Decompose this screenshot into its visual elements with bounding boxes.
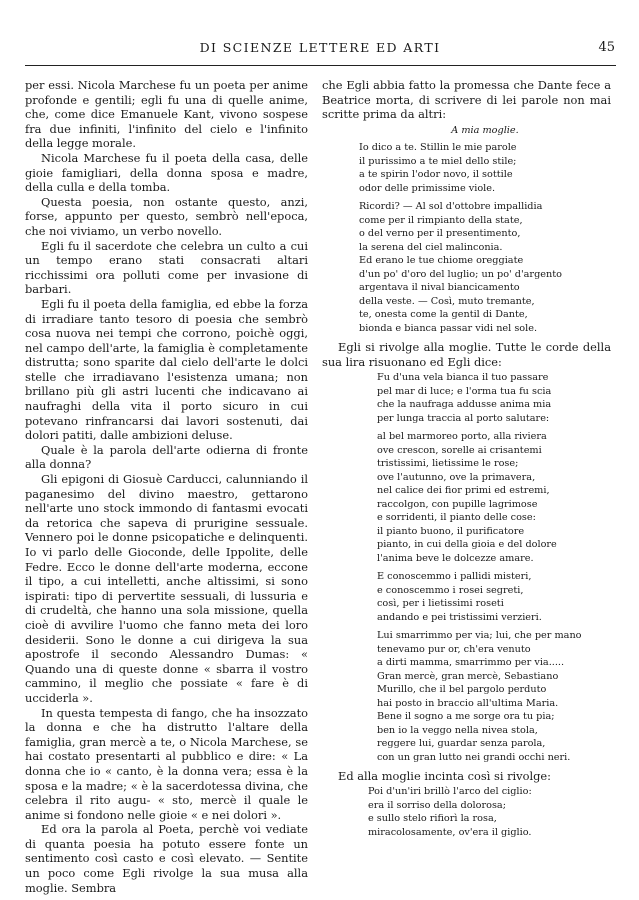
verse-line: o del verno per il presentimento, <box>359 228 521 240</box>
verse-line: Bene il sogno a me sorge ora tu pia; <box>377 711 555 723</box>
verse-line: il purissimo a te miel dello stile; <box>359 155 517 167</box>
verse-line: hai posto in braccio all'ultima Maria. <box>377 697 559 709</box>
poem-a-mia-moglie <box>322 124 611 336</box>
verse-line: Fu d'una vela bianca il tuo passare <box>377 372 549 384</box>
verse-line: l'anima beve le dolcezze amare. <box>377 552 534 564</box>
paragraph: Quale è la parola dell'arte odierna di fronte alla donna? <box>25 442 308 472</box>
verse-line: Gran mercè, gran mercè, Sebastiano <box>377 670 559 682</box>
paragraph: Ed ora la parola al Poeta, perchè voi vediate di quanta poesia ha potuto essere fonte un sentimento così casto e così elevato. — Sentite un poco come Egli rivolge la sua musa alla moglie. Sembra <box>25 822 308 895</box>
verse-line: ove l'autunno, ove la primavera, <box>377 471 536 483</box>
verse-line: e sullo stelo rifiorì la rosa, <box>368 813 497 825</box>
stanza <box>377 629 611 764</box>
verse-line: nel calice dei fior primi ed estremi, <box>377 485 550 497</box>
stanza <box>368 785 611 839</box>
right-column <box>322 78 611 844</box>
verse-line: Io dico a te. Stillin le mie parole <box>359 142 517 154</box>
verse-line: Lui smarrimmo per via; lui, che per mano <box>377 630 582 642</box>
verse-line: e sorridenti, il pianto delle cose: <box>377 512 536 524</box>
page-number: 45 <box>598 40 615 55</box>
verse-line: che la naufraga addusse anima mia <box>377 399 552 411</box>
paragraph: Ed alla moglie incinta così si rivolge: <box>338 769 551 784</box>
paragraph: In questa tempesta di fango, che ha insozzato la donna e che ha distrutto l'altare della famiglia, gran mercè a te, o Nicola Marchese, se hai costato presentarti al pubblico e dire: « La donna che io « canto, è la donna vera; essa è la sposa e la madre; « è la sacerdotessa divina, che celebra il rito augu- « sto, mercè il quale le anime si fondono nelle gioie « e nei dolori ». <box>25 705 308 822</box>
verse-line: a dirti mamma, smarrimmo per via..... <box>377 657 565 669</box>
paragraph: Nicola Marchese fu il poeta della casa, delle gioie famigliari, della donna sposa e madre, della culla e della tomba. <box>25 150 308 195</box>
poem-vela-bianca <box>322 371 611 764</box>
paragraph: Questa poesia, non ostante questo, anzi, forse, appunto per questo, sembrò nell'epoca, che noi viviamo, un verbo novello. <box>25 194 308 238</box>
verse-line: tristissimi, lietissime le rose; <box>377 458 519 470</box>
verse-line: era il sorriso della dolorosa; <box>368 799 506 811</box>
verse-line: ove crescon, sorelle ai crisantemi <box>377 444 542 456</box>
header-rule <box>25 65 616 66</box>
running-title: DI SCIENZE LETTERE ED ARTI <box>199 40 441 55</box>
verse-line: pel mar di luce; e l'orma tua fu scia <box>377 385 552 397</box>
verse-line: il pianto buono, il purificatore <box>377 525 525 537</box>
verse-line: la serena del ciel malinconia. <box>359 241 503 253</box>
paragraph: Gli epigoni di Giosuè Carducci, calunniando il paganesimo del divino maestro, gettarono nell'arte uno stock immondo di fantasmi evocati da retorica che sapeva di prurigine sessuale. Vennero poi le donne psicopatiche e delinquenti. Io vi parlo delle Gioconde, delle Ippolite, delle Fedre. Ecco le donne dell'arte moderna, eccone il tipo, a cui intelletti, anche altissimi, si sono ispirati: tipo di pervertite sessuali, di lussuria e di crudeltà, che hanno una sola missione, quella cioè di avvilire l'uomo che fanno meta dei loro desiderii. Sono le donne a cui dirigeva la sua apostrofe il secondo Alessandro Dumas: « Quando una di queste donne « sbarra il vostro cammino, il meglio che possiate « fare è di ucciderla ». <box>25 472 308 705</box>
paragraph: Egli si rivolge alla moglie. Tutte le corde della sua lira risuonano ed Egli dice: <box>322 340 611 369</box>
stanza <box>377 570 611 624</box>
verse-line: ben io la veggo nella nivea stola, <box>377 724 538 736</box>
verse-line: con un gran lutto nei grandi occhi neri. <box>377 751 571 763</box>
running-header <box>25 40 615 60</box>
verse-line: E conoscemmo i pallidi misteri, <box>377 571 532 583</box>
verse-line: tenevamo pur or, ch'era venuto <box>377 643 531 655</box>
verse-line: Ricordi? — Al sol d'ottobre impallidia <box>359 201 543 213</box>
paragraph: Egli fu il sacerdote che celebra un culto a cui un tempo erano stati consacrati altari ricchissimi ora polluti come per invasione di barbari. <box>25 238 308 297</box>
verse-line: così, per i lietissimi roseti <box>377 598 504 610</box>
verse-line: reggere lui, guardar senza parola, <box>377 738 546 750</box>
verse-line: pianto, in cui della gioia e del dolore <box>377 539 557 551</box>
verse-line: bionda e bianca passar vidi nel sole. <box>359 322 538 334</box>
stanza <box>377 430 611 565</box>
verse-line: raccolgon, con pupille lagrimose <box>377 498 538 510</box>
stanza <box>359 200 611 335</box>
verse-line: Murillo, che il bel pargolo perduto <box>377 684 547 696</box>
verse-line: per lunga traccia al porto salutare: <box>377 412 550 424</box>
paragraph: che Egli abbia fatto la promessa che Dante fece a Beatrice morta, di scrivere di lei parole non mai scritte prima da altri: <box>322 78 611 122</box>
stanza <box>359 141 611 195</box>
verse-line: miracolosamente, ov'era il giglio. <box>368 826 532 838</box>
stanza <box>377 371 611 425</box>
verse-line: come per il rimpianto della state, <box>359 214 523 226</box>
verse-line: odor delle primissime viole. <box>359 182 496 194</box>
poem-title: A mia moglie. <box>451 124 519 136</box>
verse-line: andando e pei tristissimi verzieri. <box>377 611 542 623</box>
verse-line: al bel marmoreo porto, alla riviera <box>377 431 547 443</box>
poem-incinta <box>322 785 611 839</box>
left-column <box>25 78 308 895</box>
verse-line: Ed erano le tue chiome oreggiate <box>359 255 524 267</box>
verse-line: Poi d'un'iri brillò l'arco del ciglio: <box>368 786 532 798</box>
verse-line: e conoscemmo i rosei segreti, <box>377 584 524 596</box>
verse-line: d'un po' d'oro del luglio; un po' d'argento <box>359 268 562 280</box>
verse-line: argentava il nival biancicamento <box>359 282 520 294</box>
paragraph: Egli fu il poeta della famiglia, ed ebbe la forza di irradiare tanto tesoro di poesia che sembrò cosa nuova nei tempi che corrono, poichè oggi, nel campo dell'arte, la famiglia è completamente distrutta; sono sparite dal cielo dell'arte le dolci stelle che irradiavano l'esistenza umana; non brillano più gli astri lucenti che indicavano ai naufraghi della vita il porto sicuro in cui potevano rinfrancarsi dai lavori sostenuti, dai dolori patiti, dalle ambizioni deluse. <box>25 296 308 443</box>
paragraph: per essi. Nicola Marchese fu un poeta per anime profonde e gentili; egli fu una di quelle anime, che, come dice Emanuele Kant, vivono sospese fra due infiniti, l'infinito del cielo e l'infinito della legge morale. <box>25 78 308 151</box>
verse-line: della veste. — Così, muto tremante, <box>359 295 535 307</box>
verse-line: te, onesta come la gentil di Dante, <box>359 309 528 321</box>
verse-line: a te spirin l'odor novo, il sottile <box>359 169 513 181</box>
